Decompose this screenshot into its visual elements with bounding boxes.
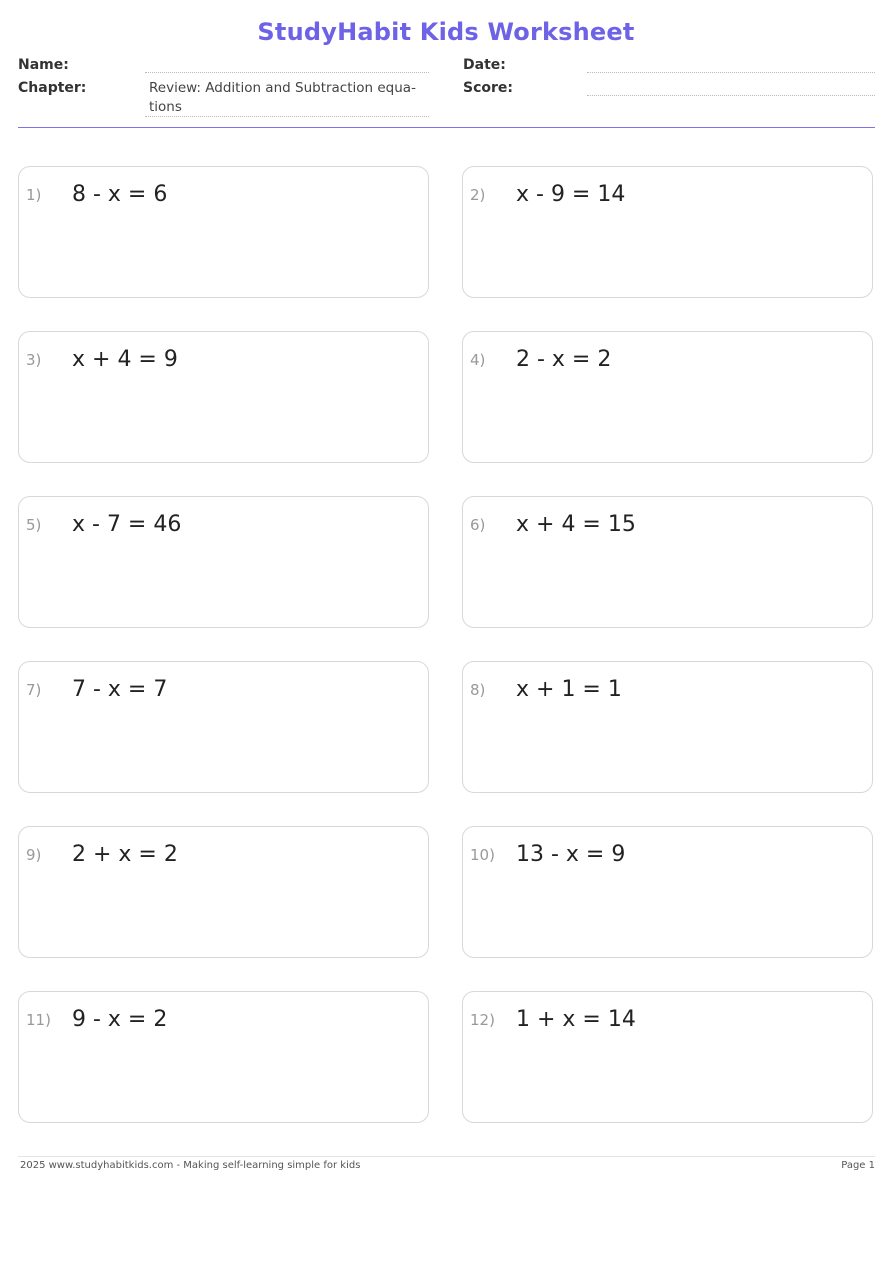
problem-card-6[interactable] <box>462 496 873 628</box>
problem-equation: 1 + x = 14 <box>516 1007 636 1032</box>
problem-card-12[interactable] <box>462 991 873 1123</box>
problem-equation: x + 4 = 9 <box>72 347 178 372</box>
date-field[interactable] <box>587 72 875 73</box>
name-field[interactable] <box>145 72 429 73</box>
score-field[interactable] <box>587 95 875 96</box>
problem-equation: 9 - x = 2 <box>72 1007 168 1032</box>
problem-equation: x + 1 = 1 <box>516 677 622 702</box>
problem-number: 9) <box>26 846 42 864</box>
date-label: Date: <box>463 57 506 73</box>
problem-card-7[interactable] <box>18 661 429 793</box>
problem-equation: 2 - x = 2 <box>516 347 612 372</box>
problem-equation: x + 4 = 15 <box>516 512 636 537</box>
header-divider <box>18 127 875 128</box>
footer-credit: 2025 www.studyhabitkids.com - Making self-learning simple for kids <box>20 1160 361 1171</box>
problem-number: 8) <box>470 681 486 699</box>
problem-card-3[interactable] <box>18 331 429 463</box>
page-number: Page 1 <box>841 1160 875 1171</box>
problem-number: 6) <box>470 516 486 534</box>
chapter-field-line <box>145 116 429 117</box>
problem-card-10[interactable] <box>462 826 873 958</box>
footer-divider <box>18 1156 875 1157</box>
problem-number: 7) <box>26 681 42 699</box>
problem-number: 12) <box>470 1011 495 1029</box>
chapter-label: Chapter: <box>18 80 87 96</box>
problem-card-2[interactable] <box>462 166 873 298</box>
problem-card-11[interactable] <box>18 991 429 1123</box>
problem-number: 10) <box>470 846 495 864</box>
problem-card-1[interactable] <box>18 166 429 298</box>
chapter-value-line1: Review: Addition and Subtraction equa- <box>149 80 416 96</box>
problem-equation: 13 - x = 9 <box>516 842 626 867</box>
problem-card-9[interactable] <box>18 826 429 958</box>
problem-card-8[interactable] <box>462 661 873 793</box>
score-label: Score: <box>463 80 513 96</box>
problem-card-5[interactable] <box>18 496 429 628</box>
problem-number: 4) <box>470 351 486 369</box>
problem-equation: x - 9 = 14 <box>516 182 626 207</box>
problem-card-4[interactable] <box>462 331 873 463</box>
problem-equation: x - 7 = 46 <box>72 512 182 537</box>
problem-equation: 8 - x = 6 <box>72 182 168 207</box>
problem-number: 11) <box>26 1011 51 1029</box>
problem-equation: 2 + x = 2 <box>72 842 178 867</box>
problem-number: 5) <box>26 516 42 534</box>
name-label: Name: <box>18 57 69 73</box>
problem-equation: 7 - x = 7 <box>72 677 168 702</box>
problem-number: 2) <box>470 186 486 204</box>
problem-number: 1) <box>26 186 42 204</box>
worksheet-title: StudyHabit Kids Worksheet <box>257 18 635 46</box>
problem-number: 3) <box>26 351 42 369</box>
chapter-value-line2: tions <box>149 99 182 115</box>
